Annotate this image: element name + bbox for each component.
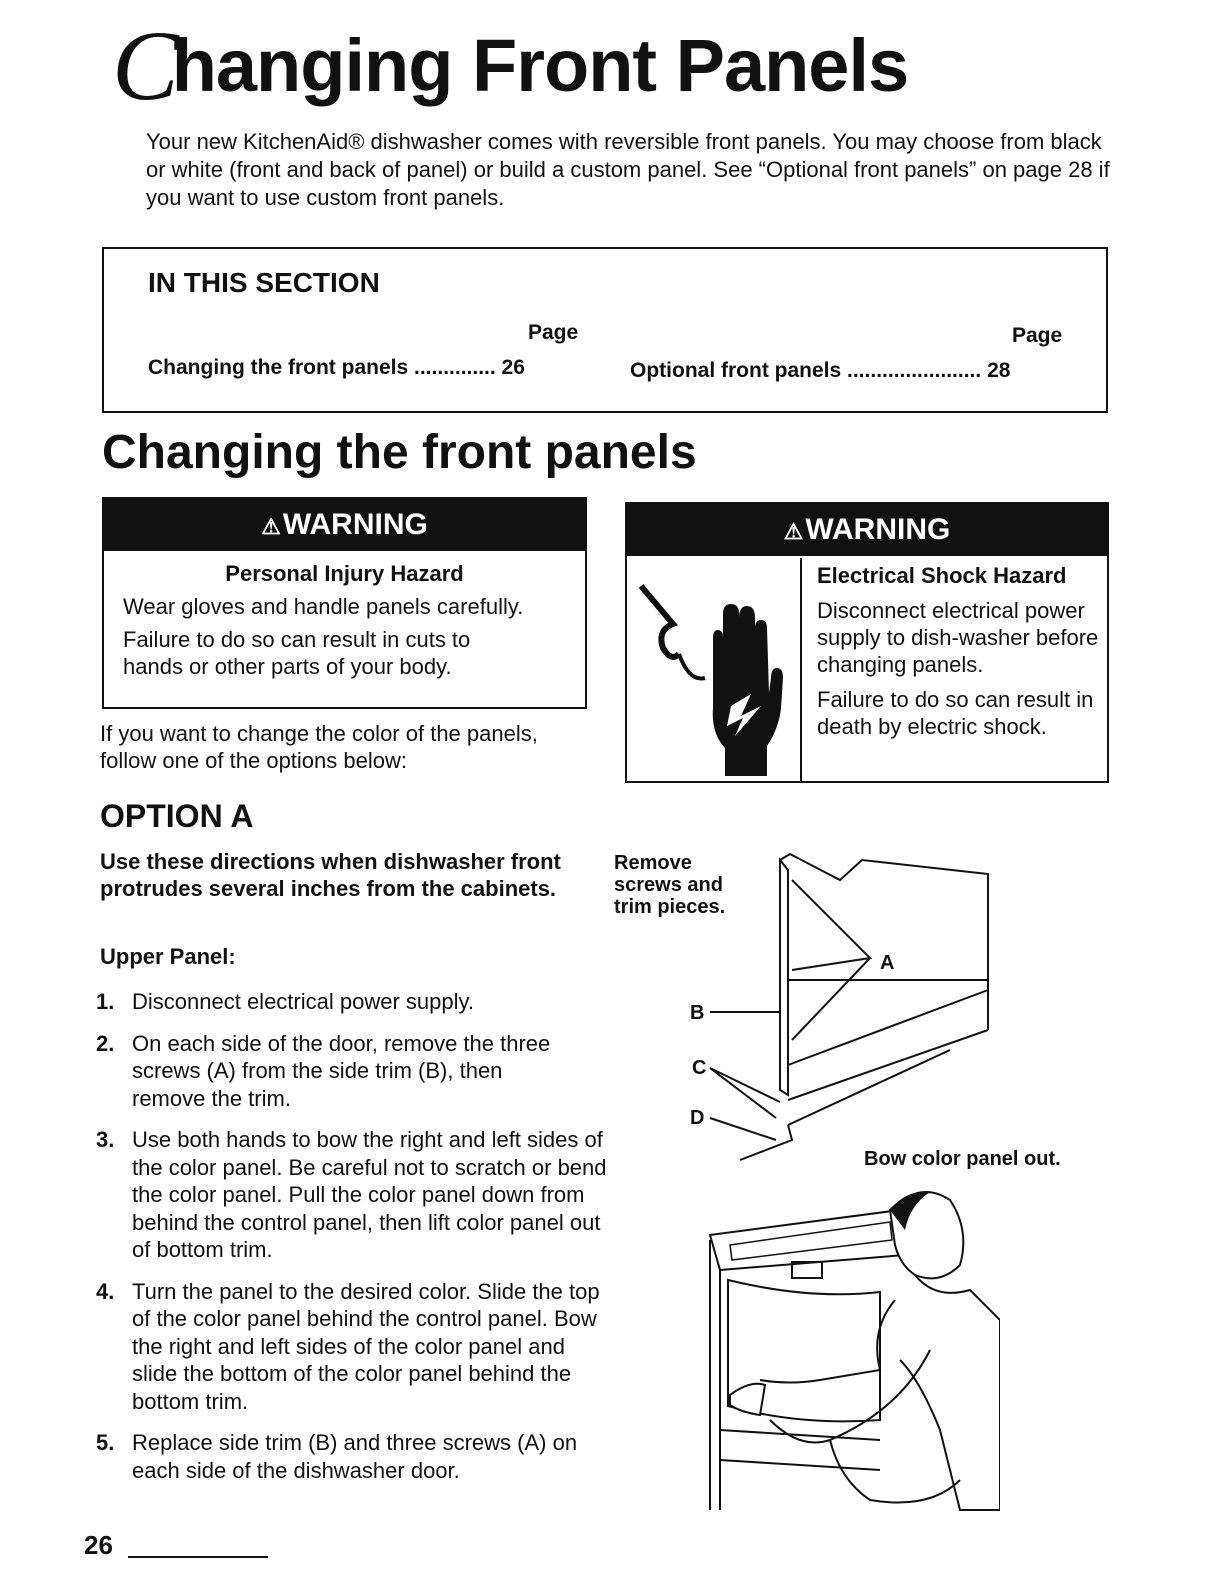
change-intro: If you want to change the color of the panels, follow one of the options below: bbox=[100, 721, 538, 773]
label-b: B bbox=[690, 1002, 705, 1024]
option-a-lead: Use these directions when dishwasher front protrudes several inches from the cabinets. bbox=[100, 849, 561, 901]
electric-shock-icon-cell bbox=[627, 558, 802, 781]
step-text: Replace side trim (B) and three screws (A) on each side of the dishwasher door. bbox=[132, 1430, 578, 1483]
steps-list bbox=[96, 988, 616, 1498]
label-c: C bbox=[692, 1057, 707, 1079]
toc-entry-label: Optional front panels bbox=[630, 359, 842, 382]
step-number: 5. bbox=[96, 1430, 115, 1455]
warning-line-2: Failure to do so can result in death by electric shock. bbox=[817, 687, 1094, 739]
toc-heading: IN THIS SECTION bbox=[148, 267, 380, 298]
toc-page-label-left: Page bbox=[528, 321, 579, 344]
label-a: A bbox=[880, 952, 895, 974]
list-item bbox=[96, 988, 616, 1016]
warning-line-2: Failure to do so can result in cuts to hands or other parts of your body. bbox=[123, 627, 471, 679]
door-trim-diagram bbox=[680, 840, 1010, 1170]
step-text: Use both hands to bow the right and left sides of the color panel. Be careful not to scratch or bend the color panel. Pull the color panel down from behind the control panel, then lift color panel out of bottom trim. bbox=[132, 1127, 607, 1262]
in-this-section-box bbox=[102, 247, 1108, 413]
toc-entry-label: Changing the front panels bbox=[148, 356, 409, 379]
warning-banner-text: WARNING bbox=[805, 513, 951, 546]
section-heading: Changing the front panels bbox=[102, 426, 697, 479]
option-a-heading: OPTION A bbox=[100, 798, 254, 834]
bow-panel-caption: Bow color panel out. bbox=[864, 1148, 1061, 1170]
warning-banner bbox=[104, 499, 585, 551]
intro-paragraph: Your new KitchenAid® dishwasher comes with reversible front panels. You may choose from black or white (front and back of panel) or build a custom panel. See “Optional front panels” on page 28 if you want to use custom front panels. bbox=[146, 129, 1110, 210]
electric-shock-hand-icon bbox=[627, 558, 800, 781]
hazard-title: Personal Injury Hazard bbox=[225, 561, 464, 586]
warning-line-1: Wear gloves and handle panels carefully. bbox=[123, 594, 524, 619]
hazard-title: Electrical Shock Hazard bbox=[817, 563, 1067, 588]
toc-entry-optional[interactable] bbox=[630, 359, 1010, 383]
step-text: On each side of the door, remove the three screws (A) from the side trim (B), then remove the trim. bbox=[132, 1030, 551, 1111]
list-item bbox=[96, 1278, 602, 1416]
toc-entry-dots: .............. bbox=[414, 356, 496, 379]
title-initial: C bbox=[112, 10, 178, 121]
warning-banner bbox=[627, 504, 1107, 556]
toc-page-label-right: Page bbox=[1012, 324, 1063, 347]
warning-box-electrical-shock bbox=[625, 502, 1109, 783]
toc-entry-page: 26 bbox=[501, 356, 525, 379]
step-number: 2. bbox=[96, 1030, 115, 1056]
step-text: Disconnect electrical power supply. bbox=[132, 989, 474, 1014]
list-item bbox=[96, 1429, 582, 1484]
step-number: 1. bbox=[96, 989, 115, 1014]
step-number: 3. bbox=[96, 1127, 115, 1152]
page-title bbox=[112, 0, 909, 121]
step-text: Turn the panel to the desired color. Slide the top of the color panel behind the control panel. Bow the right and left sides of the color panel and slide the bottom of the color panel behind the bottom trim. bbox=[132, 1278, 600, 1414]
warning-triangle-icon: ⚠ bbox=[261, 514, 281, 539]
warning-banner-text: WARNING bbox=[282, 508, 428, 541]
warning-triangle-icon: ⚠ bbox=[783, 519, 804, 544]
bow-panel-illustration bbox=[700, 1180, 1000, 1520]
warning-line-1: Disconnect electrical power supply to dish-washer before changing panels. bbox=[817, 598, 1099, 677]
step-number: 4. bbox=[96, 1278, 115, 1304]
warning-box-personal-injury bbox=[102, 497, 587, 709]
remove-screws-caption: Remove screws and trim pieces. bbox=[614, 852, 726, 918]
toc-entry-page: 28 bbox=[987, 359, 1011, 382]
page-number-rule bbox=[128, 1556, 268, 1558]
title-rest: hanging Front Panels bbox=[171, 24, 909, 107]
toc-entry-changing[interactable] bbox=[148, 356, 525, 380]
toc-entry-dots: ....................... bbox=[847, 359, 982, 382]
page-number: 26 bbox=[84, 1530, 113, 1560]
electrical-warning-text bbox=[817, 562, 1107, 748]
label-d: D bbox=[690, 1107, 705, 1129]
list-item bbox=[96, 1030, 552, 1113]
list-item bbox=[96, 1126, 612, 1264]
upper-panel-subheading: Upper Panel: bbox=[100, 944, 236, 969]
